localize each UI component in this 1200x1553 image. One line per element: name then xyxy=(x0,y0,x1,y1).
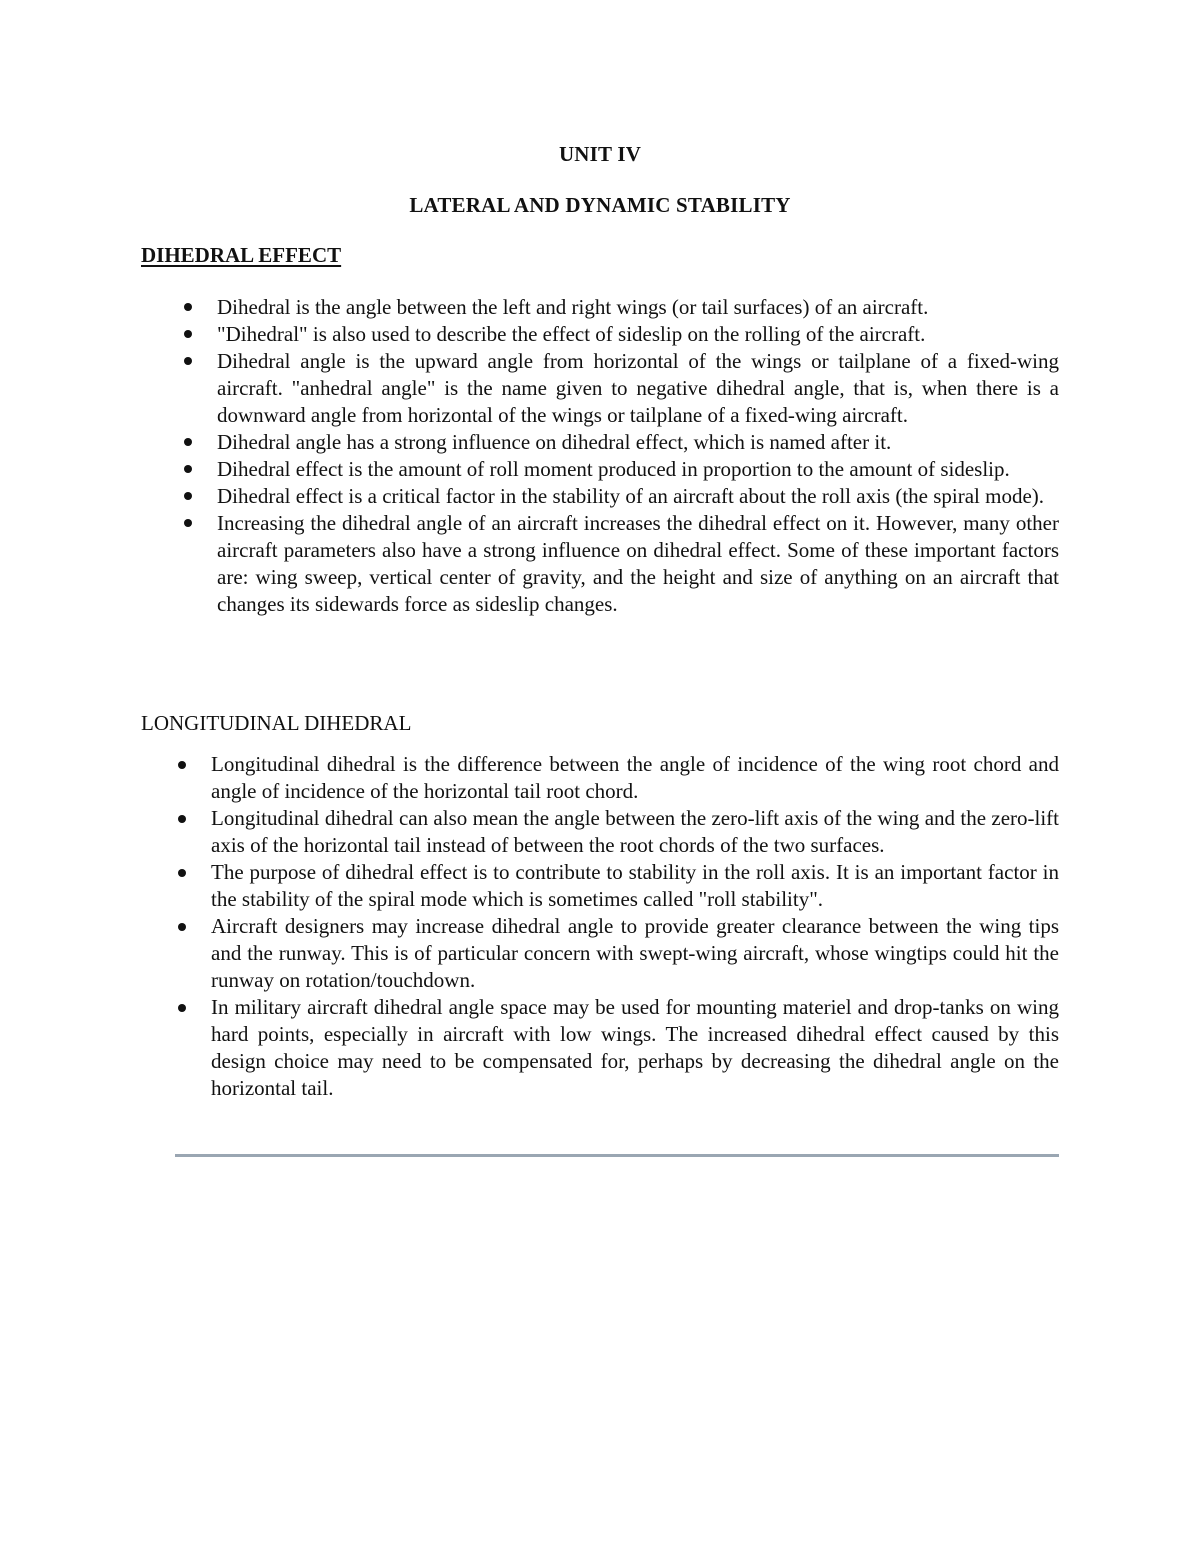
list-item xyxy=(217,456,1059,483)
list-item-text: The purpose of dihedral effect is to contribute to stability in the roll axis. It is an important factor in the stability of the spiral mode which is sometimes called "roll stability". xyxy=(211,860,1059,911)
dihedral-effect-list xyxy=(217,294,1059,618)
bullet-icon xyxy=(178,869,186,877)
unit-title: UNIT IV xyxy=(558,142,642,166)
list-item-text: Dihedral angle is the upward angle from horizontal of the wings or tailplane of a fixed-wing aircraft. "anhedral angle" is the name given to negative dihedral angle, that is, when there is a downward angle from horizontal of the wings or tailplane of a fixed-wing aircraft. xyxy=(217,349,1059,427)
list-item xyxy=(217,483,1059,510)
list-item-text: Dihedral effect is a critical factor in the stability of an aircraft about the roll axis (the spiral mode). xyxy=(217,484,1045,508)
list-item xyxy=(211,994,1059,1102)
list-item xyxy=(217,429,1059,456)
bullet-icon xyxy=(184,330,192,338)
section-heading-longitudinal-dihedral: LONGITUDINAL DIHEDRAL xyxy=(141,711,412,735)
list-item xyxy=(211,805,1059,859)
bullet-icon xyxy=(184,492,192,500)
bullet-icon xyxy=(178,923,186,931)
list-item-text: Longitudinal dihedral is the difference between the angle of incidence of the wing root chord and angle of incidence of the horizontal tail root chord. xyxy=(211,752,1059,803)
bullet-icon xyxy=(184,357,192,365)
list-item-text: Increasing the dihedral angle of an aircraft increases the dihedral effect on it. However, many other aircraft parameters also have a strong influence on dihedral effect. Some of these important factors are: wing sweep, vertical center of gravity, and the height and size of anything on an aircraft that changes its sidewards force as sideslip changes. xyxy=(217,511,1059,616)
bullet-icon xyxy=(178,761,186,769)
bullet-icon xyxy=(178,1004,186,1012)
list-item xyxy=(211,859,1059,913)
list-item-text: Dihedral is the angle between the left and right wings (or tail surfaces) of an aircraft. xyxy=(217,295,929,319)
section-heading-dihedral-effect: DIHEDRAL EFFECT xyxy=(141,243,342,267)
list-item xyxy=(217,321,1059,348)
list-item-text: In military aircraft dihedral angle space may be used for mounting materiel and drop-tanks on wing hard points, especially in aircraft with low wings. The increased dihedral effect caused by this design choice may need to be compensated for, perhaps by decreasing the dihedral angle on the horizontal tail. xyxy=(211,995,1059,1100)
list-item xyxy=(211,751,1059,805)
list-item xyxy=(217,348,1059,429)
bottom-divider xyxy=(175,1154,1059,1157)
list-item-text: Longitudinal dihedral can also mean the angle between the zero-lift axis of the wing and the zero-lift axis of the horizontal tail instead of between the root chords of the two surfaces. xyxy=(211,806,1059,857)
list-item-text: "Dihedral" is also used to describe the effect of sideslip on the rolling of the aircraft. xyxy=(217,322,926,346)
bullet-icon xyxy=(184,303,192,311)
longitudinal-dihedral-list xyxy=(211,751,1059,1102)
list-item xyxy=(217,294,1059,321)
list-item-text: Dihedral effect is the amount of roll moment produced in proportion to the amount of sideslip. xyxy=(217,457,1010,481)
list-item xyxy=(211,913,1059,994)
bullet-icon xyxy=(184,519,192,527)
bullet-icon xyxy=(184,465,192,473)
page-title: LATERAL AND DYNAMIC STABILITY xyxy=(409,193,791,217)
bullet-icon xyxy=(178,815,186,823)
list-item-text: Aircraft designers may increase dihedral angle to provide greater clearance between the wing tips and the runway. This is of particular concern with swept-wing aircraft, whose wingtips could hit the runway on rotation/touchdown. xyxy=(211,914,1059,992)
list-item-text: Dihedral angle has a strong influence on dihedral effect, which is named after it. xyxy=(217,430,892,454)
bullet-icon xyxy=(184,438,192,446)
list-item xyxy=(217,510,1059,618)
